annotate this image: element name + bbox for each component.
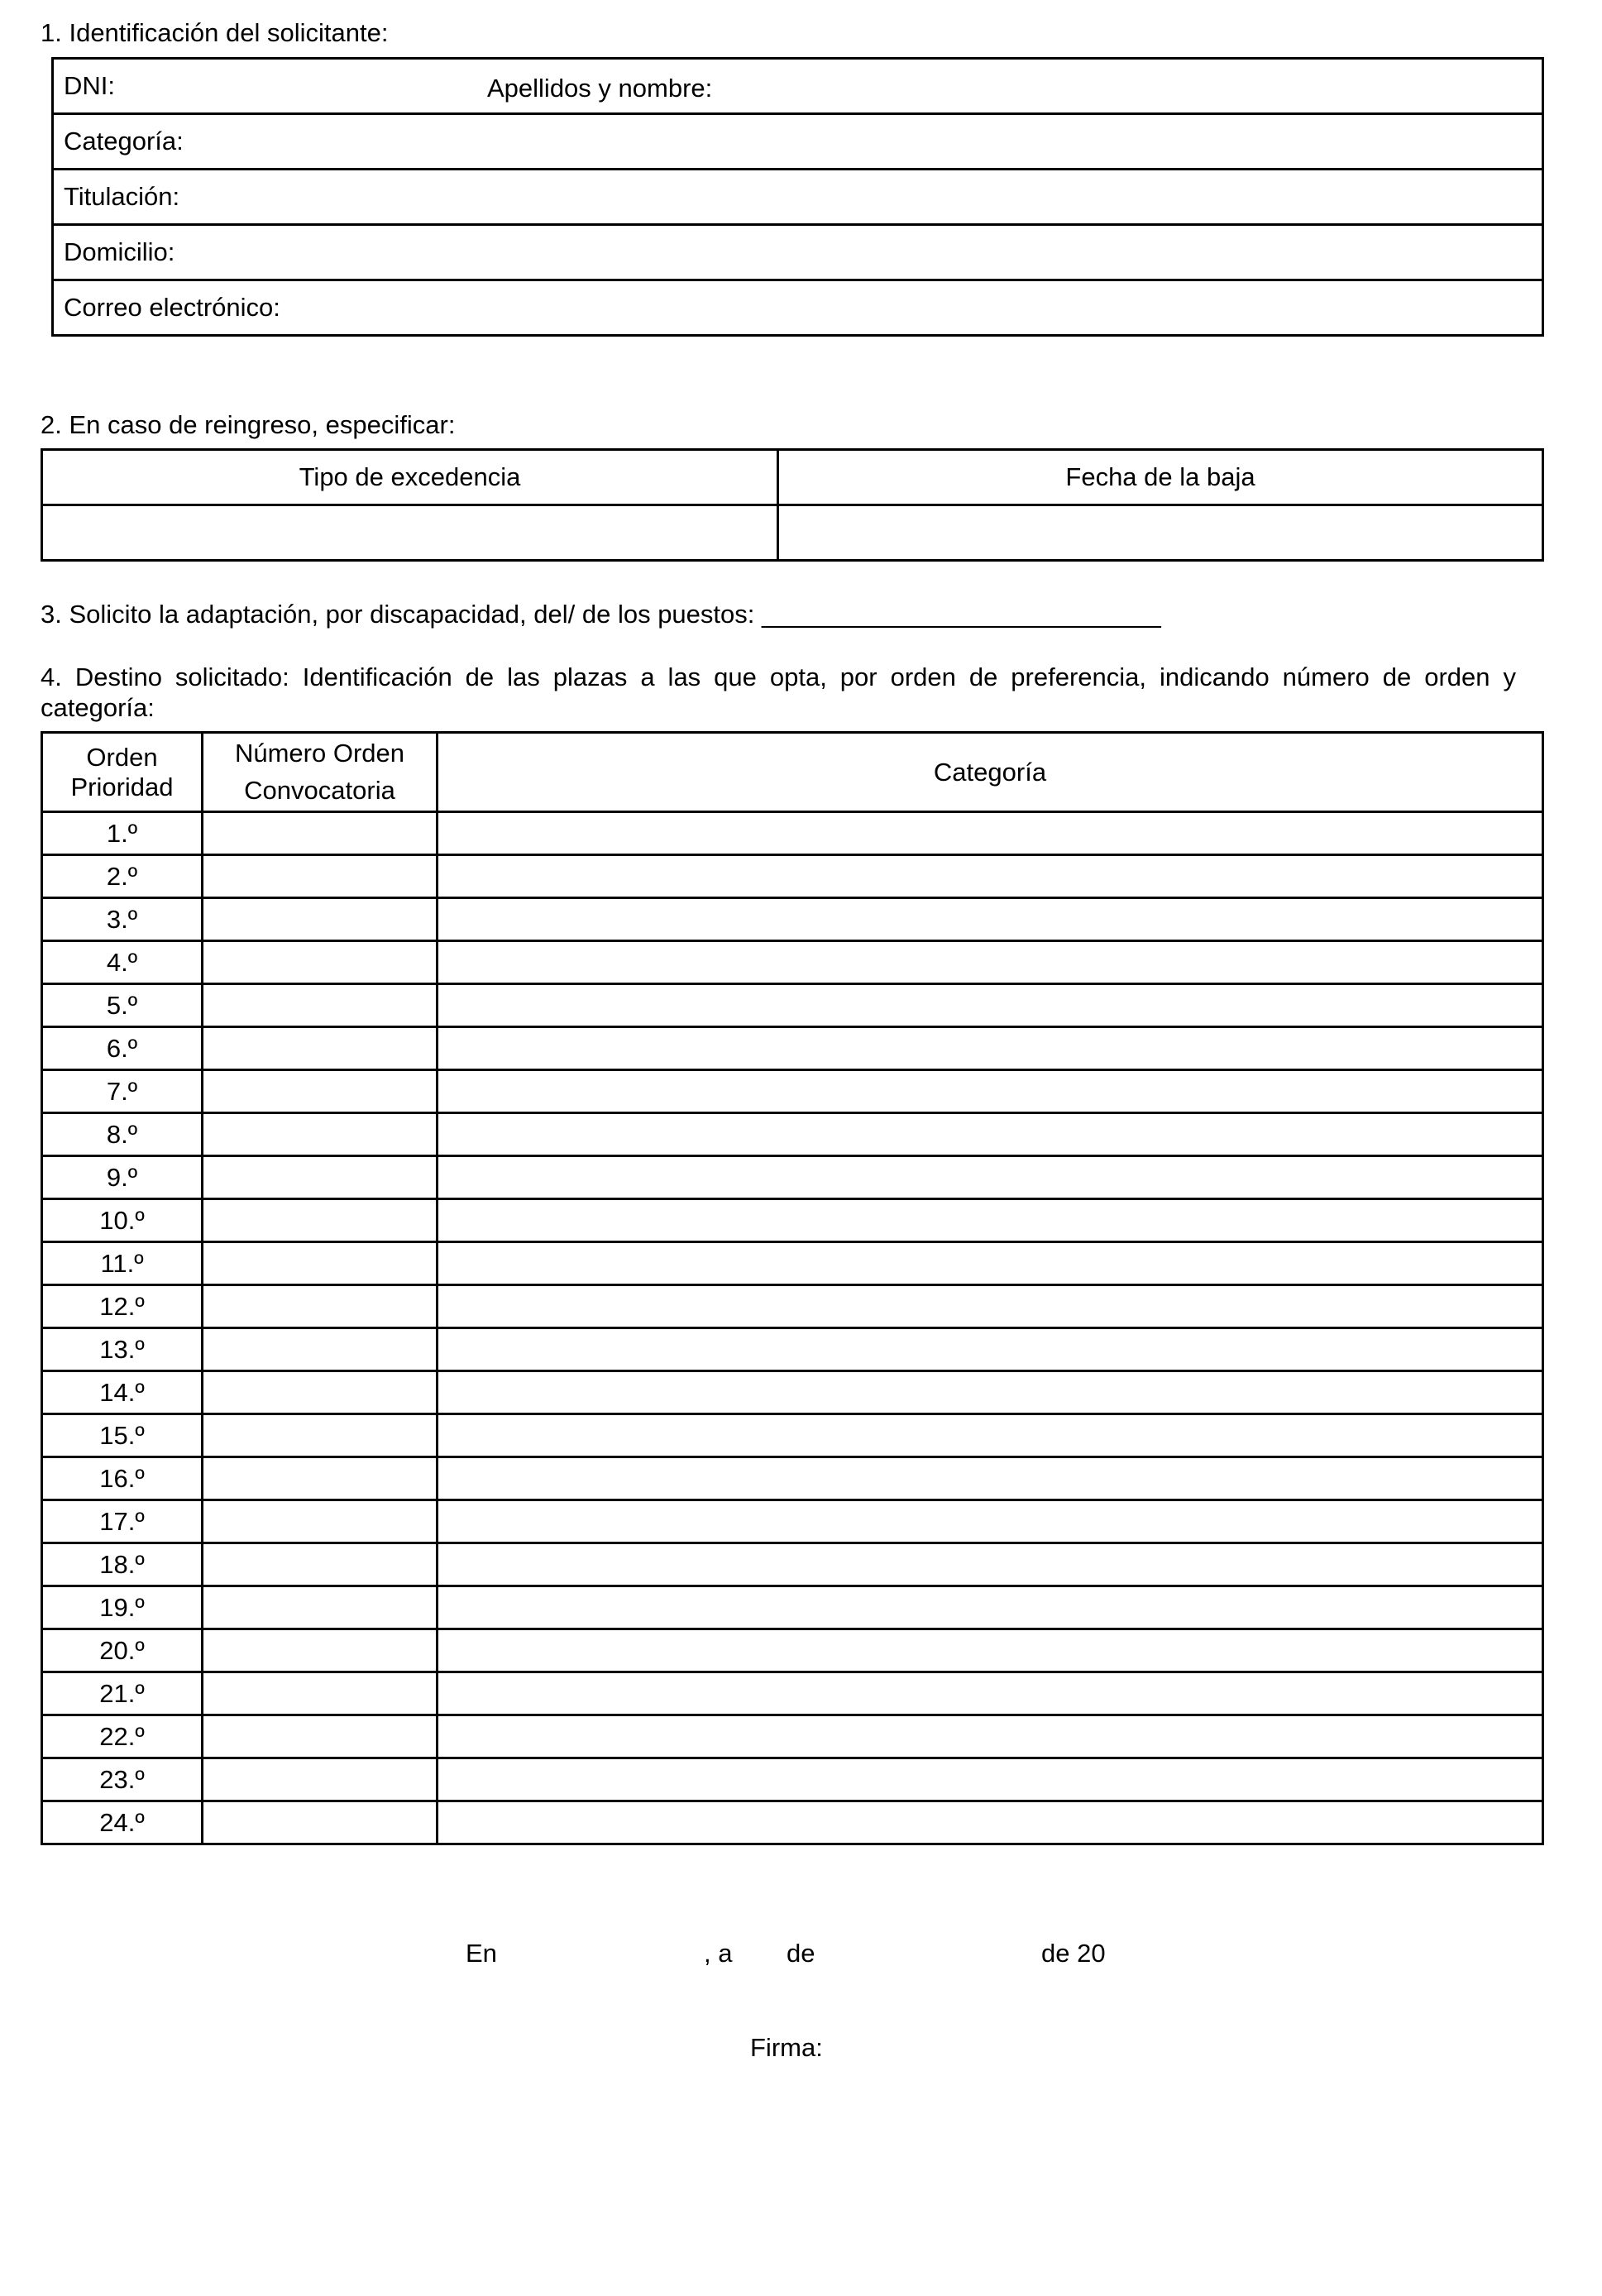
priority-cell: 2.º bbox=[42, 855, 203, 898]
call-number-cell[interactable] bbox=[203, 855, 438, 898]
address-field[interactable] bbox=[53, 225, 1543, 280]
priority-cell: 9.º bbox=[42, 1156, 203, 1199]
priority-cell: 11.º bbox=[42, 1242, 203, 1285]
email-field[interactable] bbox=[53, 280, 1543, 336]
priority-cell: 17.º bbox=[42, 1500, 203, 1543]
table-row bbox=[42, 984, 1543, 1027]
category-label: Categoría: bbox=[64, 127, 184, 156]
call-number-cell[interactable] bbox=[203, 1758, 438, 1801]
applicant-identification-table bbox=[51, 57, 1544, 337]
call-number-header-line2: Convocatoria bbox=[244, 775, 395, 805]
priority-header bbox=[42, 733, 203, 812]
reentry-table bbox=[41, 448, 1544, 562]
table-row bbox=[42, 1371, 1543, 1414]
priority-header-line2: Prioridad bbox=[70, 772, 174, 801]
category-cell[interactable] bbox=[438, 1199, 1543, 1242]
category-cell[interactable] bbox=[438, 1371, 1543, 1414]
leave-date-cell[interactable] bbox=[778, 505, 1543, 561]
name-label: Apellidos y nombre: bbox=[487, 74, 713, 103]
call-number-cell[interactable] bbox=[203, 941, 438, 984]
call-number-cell[interactable] bbox=[203, 1328, 438, 1371]
category-cell[interactable] bbox=[438, 1070, 1543, 1113]
priority-cell: 7.º bbox=[42, 1070, 203, 1113]
table-row bbox=[42, 1156, 1543, 1199]
call-number-cell[interactable] bbox=[203, 1586, 438, 1629]
category-cell[interactable] bbox=[438, 1113, 1543, 1156]
category-cell[interactable] bbox=[438, 1328, 1543, 1371]
category-cell[interactable] bbox=[438, 812, 1543, 855]
call-number-cell[interactable] bbox=[203, 898, 438, 941]
table-row bbox=[42, 1070, 1543, 1113]
category-cell[interactable] bbox=[438, 1672, 1543, 1715]
signature-label: Firma: bbox=[750, 2033, 823, 2062]
day-label: , a bbox=[704, 1939, 733, 1968]
priority-cell: 14.º bbox=[42, 1371, 203, 1414]
category-field[interactable] bbox=[53, 114, 1543, 170]
priority-cell: 4.º bbox=[42, 941, 203, 984]
priority-cell: 22.º bbox=[42, 1715, 203, 1758]
call-number-cell[interactable] bbox=[203, 1500, 438, 1543]
section4-heading: 4. Destino solicitado: Identificación de las plazas a las que opta, por orden de preferencia, indicando número de orden y categoría: bbox=[41, 662, 1516, 722]
category-cell[interactable] bbox=[438, 1758, 1543, 1801]
table-row bbox=[42, 1328, 1543, 1371]
call-number-cell[interactable] bbox=[203, 812, 438, 855]
table-row bbox=[42, 1715, 1543, 1758]
table-row bbox=[42, 1586, 1543, 1629]
call-number-cell[interactable] bbox=[203, 1801, 438, 1844]
call-number-cell[interactable] bbox=[203, 1113, 438, 1156]
month-label: de bbox=[787, 1939, 815, 1968]
priority-cell: 21.º bbox=[42, 1672, 203, 1715]
call-number-cell[interactable] bbox=[203, 1156, 438, 1199]
priority-cell: 6.º bbox=[42, 1027, 203, 1070]
priority-header-line1: Orden bbox=[86, 742, 158, 772]
place-label: En bbox=[466, 1939, 497, 1968]
table-row bbox=[42, 1199, 1543, 1242]
category-header: Categoría bbox=[438, 733, 1543, 812]
category-cell[interactable] bbox=[438, 1801, 1543, 1844]
category-cell[interactable] bbox=[438, 1414, 1543, 1457]
priority-cell: 12.º bbox=[42, 1285, 203, 1328]
table-row bbox=[42, 898, 1543, 941]
priority-cell: 16.º bbox=[42, 1457, 203, 1500]
priority-cell: 20.º bbox=[42, 1629, 203, 1672]
table-row bbox=[42, 941, 1543, 984]
destination-table bbox=[41, 731, 1544, 1845]
table-row bbox=[42, 1457, 1543, 1500]
category-cell[interactable] bbox=[438, 1285, 1543, 1328]
category-cell[interactable] bbox=[438, 1242, 1543, 1285]
degree-label: Titulación: bbox=[64, 182, 180, 212]
leave-type-header: Tipo de excedencia bbox=[42, 450, 778, 505]
category-cell[interactable] bbox=[438, 1027, 1543, 1070]
dni-name-row[interactable] bbox=[53, 59, 1543, 114]
table-row bbox=[42, 1629, 1543, 1672]
category-cell[interactable] bbox=[438, 898, 1543, 941]
address-label: Domicilio: bbox=[64, 237, 175, 267]
category-cell[interactable] bbox=[438, 984, 1543, 1027]
category-cell[interactable] bbox=[438, 1543, 1543, 1586]
table-row bbox=[42, 1543, 1543, 1586]
call-number-cell[interactable] bbox=[203, 1672, 438, 1715]
category-cell[interactable] bbox=[438, 1500, 1543, 1543]
category-cell[interactable] bbox=[438, 1156, 1543, 1199]
priority-cell: 15.º bbox=[42, 1414, 203, 1457]
priority-cell: 8.º bbox=[42, 1113, 203, 1156]
table-row bbox=[42, 1285, 1543, 1328]
priority-cell: 5.º bbox=[42, 984, 203, 1027]
priority-cell: 19.º bbox=[42, 1586, 203, 1629]
priority-cell: 24.º bbox=[42, 1801, 203, 1844]
table-row bbox=[42, 1801, 1543, 1844]
table-row bbox=[42, 1113, 1543, 1156]
priority-cell: 18.º bbox=[42, 1543, 203, 1586]
dni-label: DNI: bbox=[64, 71, 115, 101]
section3-text: 3. Solicito la adaptación, por discapacidad, del/ de los puestos: ____________________________ bbox=[41, 600, 1161, 629]
call-number-cell[interactable] bbox=[203, 1027, 438, 1070]
leave-date-header: Fecha de la baja bbox=[778, 450, 1543, 505]
call-number-cell[interactable] bbox=[203, 1715, 438, 1758]
section2-heading: 2. En caso de reingreso, especificar: bbox=[41, 410, 456, 439]
call-number-cell[interactable] bbox=[203, 1371, 438, 1414]
call-number-cell[interactable] bbox=[203, 1629, 438, 1672]
table-row bbox=[42, 1242, 1543, 1285]
leave-type-cell[interactable] bbox=[42, 505, 778, 561]
priority-cell: 23.º bbox=[42, 1758, 203, 1801]
year-label: de 20 bbox=[1041, 1939, 1106, 1968]
call-number-header bbox=[203, 733, 438, 812]
call-number-cell[interactable] bbox=[203, 1543, 438, 1586]
section1-heading: 1. Identificación del solicitante: bbox=[41, 18, 389, 47]
table-row bbox=[42, 855, 1543, 898]
call-number-cell[interactable] bbox=[203, 1414, 438, 1457]
table-row bbox=[42, 1758, 1543, 1801]
table-row bbox=[42, 812, 1543, 855]
category-cell[interactable] bbox=[438, 1715, 1543, 1758]
priority-cell: 13.º bbox=[42, 1328, 203, 1371]
call-number-cell[interactable] bbox=[203, 1070, 438, 1113]
call-number-header-line1: Número Orden bbox=[234, 738, 405, 768]
call-number-cell[interactable] bbox=[203, 1285, 438, 1328]
email-label: Correo electrónico: bbox=[64, 293, 280, 323]
priority-cell: 3.º bbox=[42, 898, 203, 941]
category-cell[interactable] bbox=[438, 1457, 1543, 1500]
category-cell[interactable] bbox=[438, 1629, 1543, 1672]
category-cell[interactable] bbox=[438, 1586, 1543, 1629]
call-number-cell[interactable] bbox=[203, 1457, 438, 1500]
table-row bbox=[42, 1414, 1543, 1457]
priority-cell: 10.º bbox=[42, 1199, 203, 1242]
table-row bbox=[42, 1500, 1543, 1543]
call-number-cell[interactable] bbox=[203, 984, 438, 1027]
category-cell[interactable] bbox=[438, 941, 1543, 984]
category-cell[interactable] bbox=[438, 855, 1543, 898]
call-number-cell[interactable] bbox=[203, 1242, 438, 1285]
table-row bbox=[42, 1672, 1543, 1715]
priority-cell: 1.º bbox=[42, 812, 203, 855]
call-number-cell[interactable] bbox=[203, 1199, 438, 1242]
table-row bbox=[42, 1027, 1543, 1070]
degree-field[interactable] bbox=[53, 170, 1543, 225]
